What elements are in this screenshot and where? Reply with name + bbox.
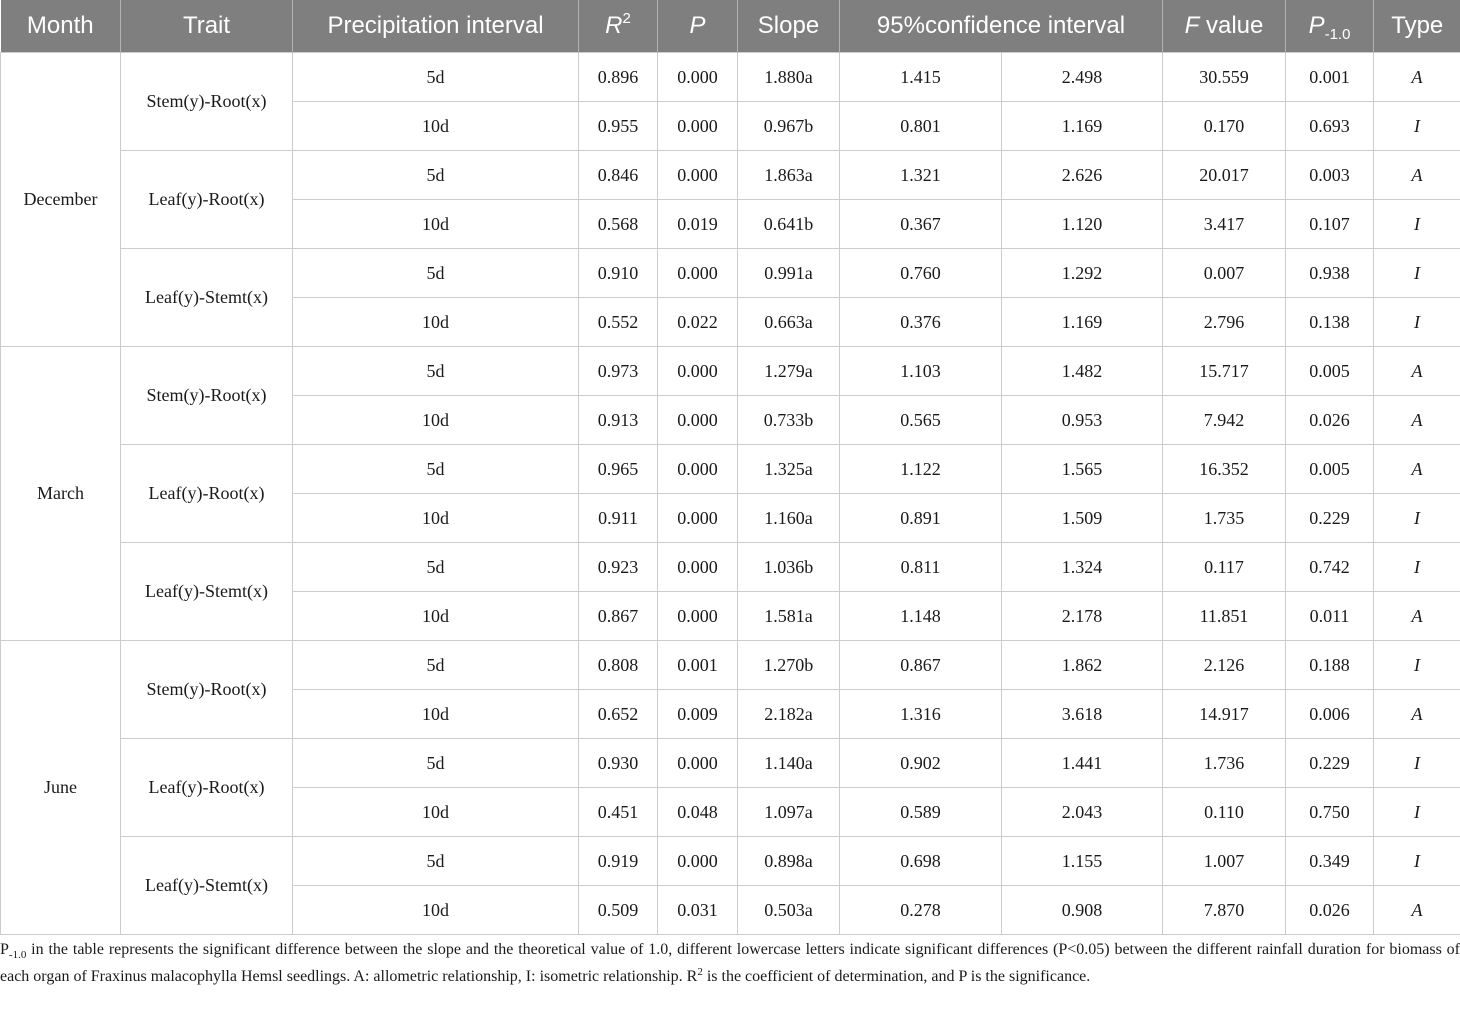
footnote-p-subscript: -1.0 [8,949,27,961]
ci-lower-cell: 0.278 [840,886,1002,935]
type-cell: I [1374,543,1460,592]
r-squared-cell: 0.923 [579,543,658,592]
f-value-cell: 30.559 [1163,53,1286,102]
ci-upper-cell: 1.155 [1002,837,1163,886]
p-cell: 0.048 [658,788,738,837]
p-1-0-cell: 0.006 [1286,690,1374,739]
month-cell: June [1,641,121,935]
ci-lower-cell: 1.103 [840,347,1002,396]
ci-upper-cell: 0.953 [1002,396,1163,445]
ci-upper-cell: 2.498 [1002,53,1163,102]
slope-cell: 2.182a [738,690,840,739]
p-cell: 0.022 [658,298,738,347]
p-1-0-cell: 0.026 [1286,396,1374,445]
ci-lower-cell: 1.122 [840,445,1002,494]
slope-cell: 0.967b [738,102,840,151]
footnote-text-2: is the coefficient of determination, and P is the significance. [702,968,1091,985]
r-squared-cell: 0.955 [579,102,658,151]
f-value-cell: 7.870 [1163,886,1286,935]
slope-cell: 0.898a [738,837,840,886]
p-cell: 0.019 [658,200,738,249]
precipitation-interval-cell: 10d [293,788,579,837]
f-value-cell: 0.170 [1163,102,1286,151]
trait-cell: Stem(y)-Root(x) [121,53,293,151]
precipitation-interval-cell: 5d [293,837,579,886]
ci-upper-cell: 1.169 [1002,102,1163,151]
ci-lower-cell: 0.698 [840,837,1002,886]
ci-upper-cell: 1.292 [1002,249,1163,298]
header-p: P [658,0,738,53]
ci-upper-cell: 3.618 [1002,690,1163,739]
type-cell: I [1374,788,1460,837]
slope-cell: 1.880a [738,53,840,102]
ci-lower-cell: 1.415 [840,53,1002,102]
type-cell: I [1374,494,1460,543]
f-value-cell: 3.417 [1163,200,1286,249]
f-value-cell: 1.736 [1163,739,1286,788]
table-row [1,249,1460,298]
type-cell: I [1374,200,1460,249]
slope-cell: 1.097a [738,788,840,837]
type-cell: I [1374,837,1460,886]
r-squared-cell: 0.568 [579,200,658,249]
p-1-0-cell: 0.026 [1286,886,1374,935]
precipitation-interval-cell: 5d [293,249,579,298]
type-cell: I [1374,641,1460,690]
ci-lower-cell: 0.811 [840,543,1002,592]
f-value-cell: 0.007 [1163,249,1286,298]
p-1-0-cell: 0.138 [1286,298,1374,347]
table-row [1,641,1460,690]
table-footnote [0,937,1460,991]
month-cell: December [1,53,121,347]
f-value-cell: 14.917 [1163,690,1286,739]
p-1-0-cell: 0.229 [1286,494,1374,543]
slope-cell: 0.733b [738,396,840,445]
table-row [1,53,1460,102]
p-cell: 0.000 [658,151,738,200]
ci-lower-cell: 0.565 [840,396,1002,445]
ci-upper-cell: 1.120 [1002,200,1163,249]
precipitation-interval-cell: 10d [293,592,579,641]
type-cell: I [1374,102,1460,151]
f-value-cell: 2.126 [1163,641,1286,690]
f-value-cell: 2.796 [1163,298,1286,347]
p-1-0-cell: 0.011 [1286,592,1374,641]
ci-upper-cell: 1.862 [1002,641,1163,690]
type-cell: A [1374,151,1460,200]
slope-cell: 1.863a [738,151,840,200]
r-squared-cell: 0.910 [579,249,658,298]
ci-lower-cell: 1.316 [840,690,1002,739]
slope-cell: 0.663a [738,298,840,347]
p-1-0-cell: 0.693 [1286,102,1374,151]
p-cell: 0.009 [658,690,738,739]
type-cell: I [1374,249,1460,298]
p-1-0-cell: 0.349 [1286,837,1374,886]
table-row [1,739,1460,788]
slope-cell: 1.160a [738,494,840,543]
precipitation-interval-cell: 5d [293,739,579,788]
precipitation-interval-cell: 5d [293,151,579,200]
p-1-0-cell: 0.229 [1286,739,1374,788]
type-cell: A [1374,445,1460,494]
header-trait: Trait [121,0,293,53]
f-value-cell: 1.735 [1163,494,1286,543]
precipitation-interval-cell: 5d [293,53,579,102]
p-1-0-cell: 0.005 [1286,445,1374,494]
f-value-cell: 1.007 [1163,837,1286,886]
slope-cell: 0.503a [738,886,840,935]
type-cell: A [1374,347,1460,396]
precipitation-interval-cell: 10d [293,298,579,347]
trait-cell: Leaf(y)-Root(x) [121,151,293,249]
slope-cell: 1.325a [738,445,840,494]
r-squared-cell: 0.509 [579,886,658,935]
ci-lower-cell: 0.376 [840,298,1002,347]
p-cell: 0.000 [658,53,738,102]
r-squared-cell: 0.652 [579,690,658,739]
slope-cell: 1.270b [738,641,840,690]
r2-base: R [605,12,623,39]
p-1-0-cell: 0.003 [1286,151,1374,200]
header-p-1-0 [1286,0,1374,53]
type-cell: A [1374,592,1460,641]
r-squared-cell: 0.808 [579,641,658,690]
ci-upper-cell: 1.565 [1002,445,1163,494]
r-squared-cell: 0.919 [579,837,658,886]
r-squared-cell: 0.896 [579,53,658,102]
p-cell: 0.000 [658,347,738,396]
slope-cell: 1.140a [738,739,840,788]
precipitation-interval-cell: 10d [293,690,579,739]
r-squared-cell: 0.911 [579,494,658,543]
type-cell: I [1374,739,1460,788]
r-squared-cell: 0.451 [579,788,658,837]
p10-base: P [1308,12,1325,39]
ci-lower-cell: 0.760 [840,249,1002,298]
ci-upper-cell: 1.482 [1002,347,1163,396]
r-squared-cell: 0.913 [579,396,658,445]
type-cell: A [1374,886,1460,935]
footnote-text-1: in the table represents the significant difference between the slope and the theoretical value of 1.0, different lowercase letters indicate significant differences (P<0.05) between the different rainfall duration for biomass of each organ of Fraxinus malacophylla Hemsl seedlings. A: allometric relationship, I: isometric relationship. R [0,941,1460,985]
ci-upper-cell: 1.509 [1002,494,1163,543]
p-cell: 0.000 [658,592,738,641]
f-value-text: value [1199,12,1264,39]
month-cell: March [1,347,121,641]
header-slope: Slope [738,0,840,53]
type-cell: A [1374,396,1460,445]
ci-upper-cell: 1.324 [1002,543,1163,592]
p-1-0-cell: 0.005 [1286,347,1374,396]
precipitation-interval-cell: 10d [293,886,579,935]
p10-subscript: -1.0 [1324,26,1351,43]
trait-cell: Leaf(y)-Root(x) [121,739,293,837]
trait-cell: Leaf(y)-Root(x) [121,445,293,543]
p-cell: 0.000 [658,445,738,494]
ci-upper-cell: 2.043 [1002,788,1163,837]
table-row [1,837,1460,886]
header-month: Month [1,0,121,53]
type-cell: A [1374,53,1460,102]
p-cell: 0.000 [658,396,738,445]
table-row [1,347,1460,396]
p-cell: 0.001 [658,641,738,690]
trait-cell: Stem(y)-Root(x) [121,641,293,739]
precipitation-interval-cell: 5d [293,543,579,592]
ci-upper-cell: 2.626 [1002,151,1163,200]
ci-lower-cell: 0.367 [840,200,1002,249]
r-squared-cell: 0.552 [579,298,658,347]
r-squared-cell: 0.846 [579,151,658,200]
header-row [1,0,1460,53]
precipitation-interval-cell: 10d [293,396,579,445]
p-1-0-cell: 0.001 [1286,53,1374,102]
footnote-r2-superscript: 2 [697,966,703,978]
footnote-p-base: P [0,941,9,958]
p-1-0-cell: 0.188 [1286,641,1374,690]
p-cell: 0.000 [658,249,738,298]
trait-cell: Leaf(y)-Stemt(x) [121,249,293,347]
r-squared-cell: 0.965 [579,445,658,494]
f-letter: F [1184,12,1200,39]
precipitation-interval-cell: 5d [293,641,579,690]
header-r-squared [579,0,658,53]
slope-cell: 1.036b [738,543,840,592]
ci-lower-cell: 0.902 [840,739,1002,788]
slope-cell: 0.991a [738,249,840,298]
f-value-cell: 11.851 [1163,592,1286,641]
trait-cell: Leaf(y)-Stemt(x) [121,837,293,935]
r2-superscript: 2 [622,10,631,27]
p-1-0-cell: 0.938 [1286,249,1374,298]
r-squared-cell: 0.867 [579,592,658,641]
r-squared-cell: 0.930 [579,739,658,788]
p-cell: 0.000 [658,837,738,886]
trait-cell: Stem(y)-Root(x) [121,347,293,445]
header-type: Type [1374,0,1460,53]
precipitation-interval-cell: 10d [293,200,579,249]
p-1-0-cell: 0.107 [1286,200,1374,249]
type-cell: I [1374,298,1460,347]
header-confidence-interval: 95%confidence interval [840,0,1163,53]
table-body [1,53,1460,935]
f-value-cell: 0.117 [1163,543,1286,592]
f-value-cell: 7.942 [1163,396,1286,445]
f-value-cell: 16.352 [1163,445,1286,494]
p-1-0-cell: 0.742 [1286,543,1374,592]
ci-lower-cell: 1.148 [840,592,1002,641]
ci-lower-cell: 0.801 [840,102,1002,151]
r-squared-cell: 0.973 [579,347,658,396]
ci-lower-cell: 0.891 [840,494,1002,543]
table-row [1,445,1460,494]
p-cell: 0.000 [658,494,738,543]
ci-lower-cell: 0.867 [840,641,1002,690]
ci-lower-cell: 1.321 [840,151,1002,200]
slope-cell: 0.641b [738,200,840,249]
p-1-0-cell: 0.750 [1286,788,1374,837]
table-row [1,543,1460,592]
precipitation-interval-cell: 5d [293,445,579,494]
slope-cell: 1.581a [738,592,840,641]
trait-cell: Leaf(y)-Stemt(x) [121,543,293,641]
f-value-cell: 15.717 [1163,347,1286,396]
p-cell: 0.000 [658,543,738,592]
p-cell: 0.000 [658,739,738,788]
type-cell: A [1374,690,1460,739]
header-f-value [1163,0,1286,53]
precipitation-interval-cell: 10d [293,494,579,543]
p-cell: 0.000 [658,102,738,151]
f-value-cell: 0.110 [1163,788,1286,837]
precipitation-interval-cell: 5d [293,347,579,396]
ci-lower-cell: 0.589 [840,788,1002,837]
p-cell: 0.031 [658,886,738,935]
ci-upper-cell: 1.169 [1002,298,1163,347]
precipitation-interval-cell: 10d [293,102,579,151]
slope-cell: 1.279a [738,347,840,396]
ci-upper-cell: 0.908 [1002,886,1163,935]
ci-upper-cell: 1.441 [1002,739,1163,788]
f-value-cell: 20.017 [1163,151,1286,200]
table-row [1,151,1460,200]
header-precipitation-interval: Precipitation interval [293,0,579,53]
ci-upper-cell: 2.178 [1002,592,1163,641]
